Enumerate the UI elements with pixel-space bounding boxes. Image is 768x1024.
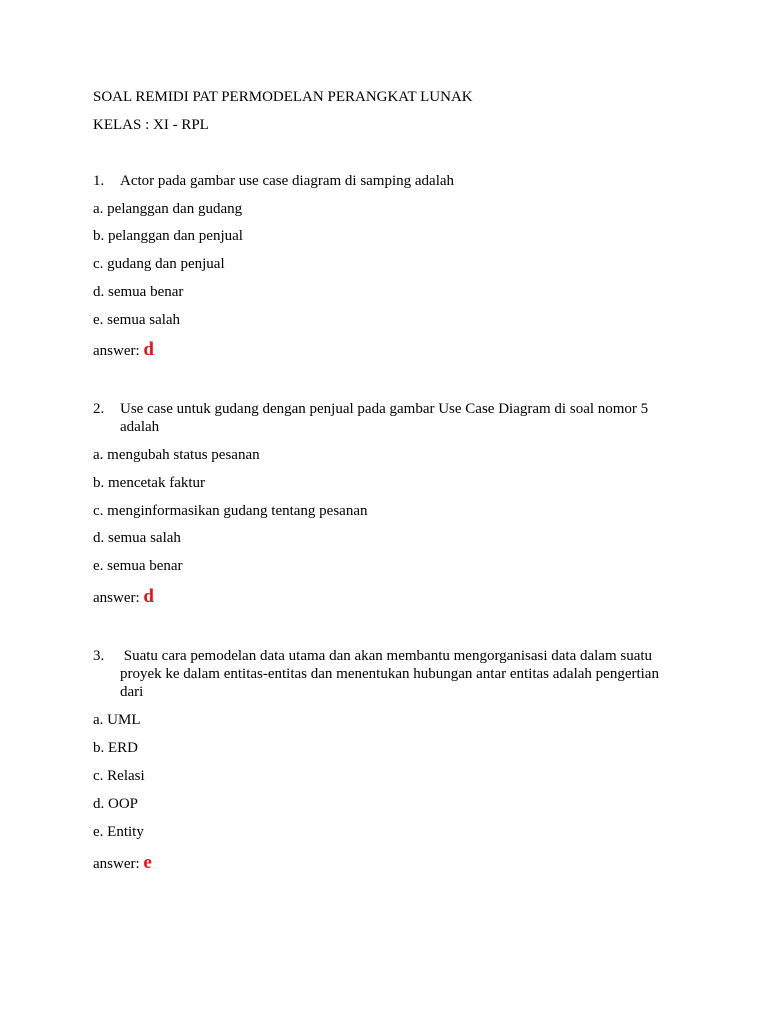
document-title: SOAL REMIDI PAT PERMODELAN PERANGKAT LUNAK	[93, 89, 473, 105]
answer-value: d	[143, 586, 154, 607]
option-a: a. UML	[93, 712, 141, 728]
question-text: Suatu cara pemodelan data utama dan akan membantu mengorganisasi data dalam suatu proyek ke dalam entitas-entitas dan menentukan hubungan antar entitas adalah pengertian dari	[120, 648, 663, 700]
question-number: 3.	[93, 648, 105, 664]
question-text: Use case untuk gudang dengan penjual pada gambar Use Case Diagram di soal nomor 5 adalah	[120, 401, 649, 435]
answer-label: answer:	[93, 856, 140, 872]
question-number: 1.	[93, 173, 105, 189]
option-c: c. menginformasikan gudang tentang pesanan	[93, 503, 368, 519]
option-a: a. mengubah status pesanan	[93, 447, 260, 463]
option-b: b. ERD	[93, 740, 138, 756]
answer-value: d	[143, 339, 154, 360]
option-d: d. semua salah	[93, 530, 181, 546]
option-e: e. semua salah	[93, 312, 181, 328]
option-d: d. semua benar	[93, 284, 184, 300]
answer-line	[93, 341, 154, 360]
option-b: b. mencetak faktur	[93, 475, 206, 491]
answer-label: answer:	[93, 590, 140, 606]
answer-line	[93, 854, 152, 873]
option-e: e. semua benar	[93, 558, 183, 574]
option-e: e. Entity	[93, 824, 144, 840]
answer-line	[93, 588, 154, 607]
option-c: c. gudang dan penjual	[93, 256, 225, 272]
option-a: a. pelanggan dan gudang	[93, 201, 243, 217]
option-d: d. OOP	[93, 796, 139, 812]
option-b: b. pelanggan dan penjual	[93, 228, 243, 244]
option-c: c. Relasi	[93, 768, 145, 784]
answer-value: e	[143, 852, 152, 873]
question-text: Actor pada gambar use case diagram di samping adalah	[120, 173, 455, 189]
class-line: KELAS : XI - RPL	[93, 117, 209, 133]
answer-label: answer:	[93, 343, 140, 359]
question-number: 2.	[93, 401, 105, 417]
